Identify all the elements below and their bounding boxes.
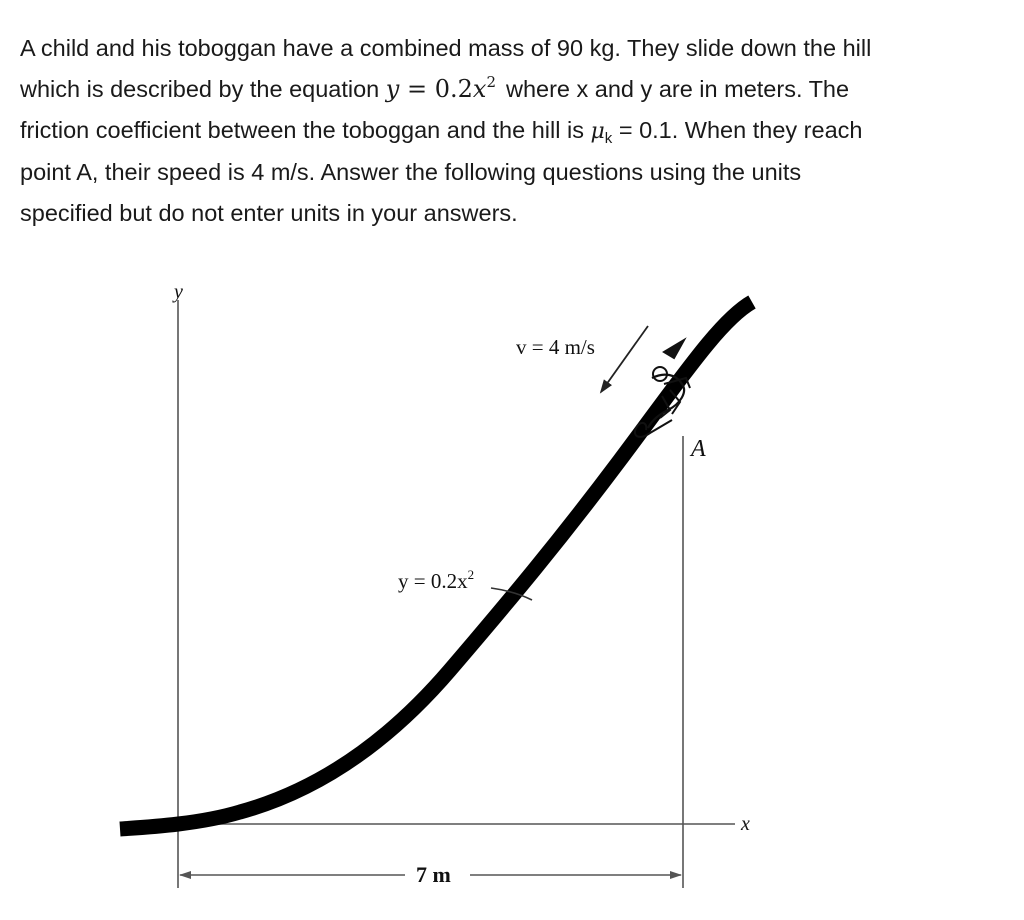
problem-line-3-tail: = 0.1. When they reach (612, 116, 863, 143)
curve-label-text: y = 0.2x (398, 569, 468, 593)
equation-x: x (472, 74, 487, 103)
mu-subscript: k (604, 129, 613, 147)
problem-line-2-tail: where x and y are in meters. The (505, 75, 850, 102)
problem-line-1: A child and his toboggan have a combined mass of 90 kg. They slide down the hill (20, 35, 872, 61)
problem-line-4: point A, their speed is 4 m/s. Answer the following questions using the units (20, 159, 802, 186)
curve-label-exponent: 2 (467, 567, 475, 582)
point-a-label: A (691, 436, 706, 462)
equation-exponent: 2 (486, 72, 496, 91)
distance-label: 7 m (416, 862, 451, 887)
mu-symbol: μ (590, 118, 605, 144)
curve-label (398, 567, 474, 593)
velocity-arrow (601, 326, 648, 392)
y-axis-label: y (174, 281, 183, 303)
equation-y: y (385, 74, 400, 103)
velocity-label: v = 4 m/s (516, 335, 595, 359)
equation-equals: = (399, 74, 435, 103)
problem-line-2-text: which is described by the equation (20, 75, 380, 102)
problem-line-5: specified but do not enter units in your answers. (20, 200, 518, 227)
x-axis-label: x (741, 813, 750, 835)
problem-line-3-text: friction coefficient between the toboggan and the hill is (20, 116, 584, 143)
equation-coefficient: 0.2 (434, 74, 473, 103)
